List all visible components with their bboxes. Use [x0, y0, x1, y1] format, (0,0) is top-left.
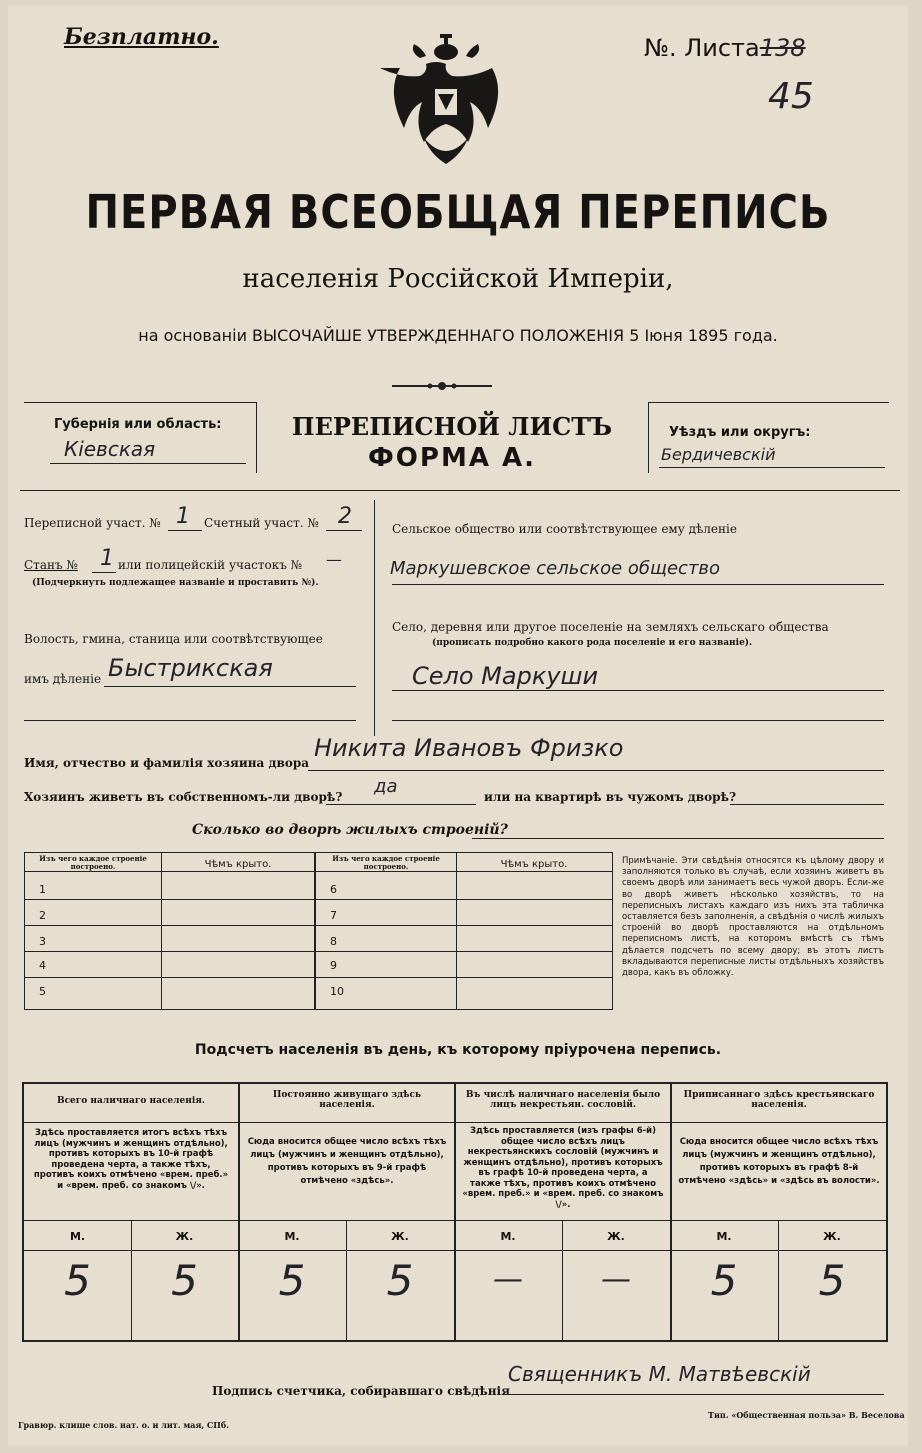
- village-note: (прописать подробно какого рода поселеніе и его названіе).: [432, 638, 753, 648]
- building-row-num: 8: [330, 935, 337, 948]
- tally-m-label: М.: [284, 1230, 300, 1243]
- tally-head-permanent: Постоянно живущаго здѣсь населенія.: [272, 1090, 422, 1110]
- tally-desc-peasant: Сюда вносится общее число всѣхъ тѣхъ лицъ (мужчинъ и женщинъ отдѣльно), противъ которыхъ въ графѣ 8-й отмѣчено «здѣсь» и «здѣсь въ волости».: [678, 1137, 880, 1186]
- buildings-col-roof: Чѣмъ крыто.: [204, 859, 272, 870]
- sheet-number-struck: 138: [759, 34, 806, 62]
- buildings-table-right: [314, 852, 613, 1010]
- tally-f-label: Ж.: [607, 1230, 625, 1243]
- district-value: Бердичевскій: [661, 445, 776, 464]
- census-district-label: Переписной участ. №: [24, 516, 161, 530]
- counting-district-label: Счетный участ. №: [204, 516, 319, 530]
- buildings-col-material: Изъ чего каждое строеніе построено.: [332, 854, 440, 871]
- stan-label: Станъ №: [24, 558, 78, 572]
- province-box: [24, 402, 257, 473]
- ornament-divider-icon: [392, 376, 492, 386]
- tally-value-nonpeasant-f: —: [601, 1262, 631, 1297]
- village-label: Село, деревня или другое поселеніе на земляхъ сельскаго общества: [392, 620, 829, 634]
- footer-left: Гравюр. клише слов. нат. о. и лит. мая, СПб.: [18, 1420, 229, 1430]
- tally-head-nonpeasant: Въ числѣ наличнаго населенія было лицъ некрестьян. сословій.: [465, 1090, 661, 1110]
- tally-title: Подсчетъ населенія въ день, къ которому пріурочена перепись.: [194, 1042, 722, 1058]
- own-yard-value: да: [374, 776, 398, 797]
- building-row-num: 5: [39, 985, 46, 998]
- volost-value: Быстрикская: [108, 654, 273, 682]
- tally-m-label: М.: [69, 1230, 86, 1243]
- police-value: —: [326, 550, 342, 569]
- form-title-line2: ФОРМА А.: [368, 443, 536, 473]
- building-row-num: 9: [330, 959, 337, 972]
- tally-desc-nonpeasant: Здѣсь проставляется (изъ графы 6-й) общее число всѣхъ лицъ некрестьянскихъ сословій (мужчинъ и женщинъ отдѣльно), противъ которыхъ въ графѣ 10-й проведена черта, а также тѣхъ, противъ коихъ отмѣчено «врем. преб.» и «врем. преб. со знакомъ \/».: [462, 1126, 664, 1210]
- subtitle: населенія Россійской Имперіи,: [242, 264, 674, 294]
- tally-f-label: Ж.: [391, 1230, 409, 1243]
- tally-table: [22, 1082, 888, 1342]
- tally-desc-total: Здѣсь проставляется итогъ всѣхъ тѣхъ лицъ (мужчинъ и женщинъ отдѣльно), противъ которыхъ въ 10-й графѣ проведена черта, а также тѣхъ, противъ коихъ отмѣчено «врем. преб.» и «врем. преб. со знакомъ \/».: [33, 1128, 229, 1191]
- building-row-num: 1: [39, 883, 46, 896]
- building-row-num: 6: [330, 883, 337, 896]
- volost-label: Волость, гмина, станица или соотвѣтствующее: [24, 632, 323, 646]
- province-value: Кіевская: [64, 437, 156, 461]
- tally-head-peasant: Приписаннаго здѣсь крестьянскаго населенія.: [683, 1090, 875, 1110]
- main-title: ПЕРВАЯ ВСЕОБЩАЯ ПЕРЕПИСЬ: [85, 186, 831, 240]
- police-label: или полицейскій участокъ №: [118, 558, 303, 572]
- province-label: Губернія или область:: [54, 417, 222, 432]
- tally-f-label: Ж.: [823, 1230, 841, 1243]
- district-box: [648, 402, 889, 473]
- double-headed-eagle-emblem-icon: [380, 28, 512, 168]
- building-row-num: 7: [330, 909, 337, 922]
- census-form: [8, 6, 908, 1446]
- tally-m-label: М.: [500, 1230, 516, 1243]
- society-value: Маркушевское сельское общество: [390, 558, 721, 579]
- basis-line: на основаніи ВЫСОЧАЙШЕ УТВЕРЖДЕННАГО ПОЛОЖЕНІЯ 5 Іюня 1895 года.: [138, 326, 778, 345]
- tally-desc-permanent: Сюда вносится общее число всѣхъ тѣхъ лицъ (мужчинъ и женщинъ отдѣльно), противъ которыхъ въ 9-й графѣ отмѣчено «здѣсь».: [247, 1137, 447, 1186]
- sheet-number-label: [644, 34, 806, 62]
- note-text: Примѣчаніе. Эти свѣдѣнія относятся къ цѣлому двору и заполняются только въ случаѣ, если хозяинъ живетъ въ своемъ дворѣ или занимаетъ весь чужой дворъ. Если-же во дворѣ живетъ нѣсколько хозяйствъ, то на переписныхъ листахъ каждаго изъ нихъ эта табличка оставляется безъ заполненія, а свѣдѣнія о числѣ жилыхъ строеній во дворѣ проставляются на отдѣльномъ переписномъ листѣ, на которомъ вмѣстѣ съ тѣмъ дѣлается подсчетъ по всему двору; въ этотъ листъ вкладываются переписные листы отдѣльныхъ хозяйствъ двора, какъ въ обложку.: [622, 856, 884, 979]
- census-district-value: 1: [176, 504, 190, 529]
- rented-label: или на квартирѣ въ чужомъ дворѣ?: [484, 790, 736, 804]
- buildings-question: Сколько во дворѣ жилыхъ строеній?: [192, 822, 508, 838]
- building-row-num: 3: [39, 935, 46, 948]
- building-row-num: 2: [39, 909, 46, 922]
- buildings-col-roof: Чѣмъ крыто.: [500, 859, 568, 870]
- tally-f-label: Ж.: [175, 1230, 194, 1243]
- stan-note: (Подчеркнуть подлежащее названіе и проставить №).: [32, 578, 319, 588]
- sheet-number-label-text: №. Листа: [644, 34, 760, 62]
- signature-value: Священникъ М. Матвѣевскій: [508, 1362, 811, 1386]
- buildings-col-material: Изъ чего каждое строеніе построено.: [39, 854, 147, 871]
- volost-label-2: имъ дѣленіе: [24, 672, 102, 686]
- owner-value: Никита Ивановъ Фризко: [314, 734, 624, 762]
- owner-label: Имя, отчество и фамилія хозяина двора: [24, 756, 309, 770]
- own-yard-label: Хозяинъ живетъ въ собственномъ-ли дворѣ?: [24, 790, 343, 804]
- form-title-box: [264, 402, 640, 473]
- village-value: Село Маркуши: [412, 662, 599, 690]
- footer-right: Тип. «Общественная польза» В. Веселова: [708, 1410, 905, 1420]
- building-row-num: 10: [330, 985, 344, 998]
- counting-district-value: 2: [338, 504, 352, 529]
- tally-value-total-f: 5: [171, 1256, 198, 1305]
- society-label: Сельское общество или соотвѣтствующее ему дѣленіе: [392, 522, 737, 536]
- form-title-line1: ПЕРЕПИСНОЙ ЛИСТЪ: [291, 412, 613, 441]
- tally-value-peasant-m: 5: [710, 1256, 738, 1305]
- tally-value-peasant-f: 5: [818, 1256, 846, 1305]
- tally-value-permanent-f: 5: [386, 1256, 414, 1305]
- buildings-table-left: [24, 852, 316, 1010]
- tally-value-nonpeasant-m: —: [493, 1262, 523, 1297]
- signature-label: Подпись счетчика, собиравшаго свѣдѣнія: [212, 1384, 510, 1398]
- sheet-number-new: 45: [768, 76, 814, 117]
- tally-m-label: М.: [716, 1230, 732, 1243]
- free-label: Безплатно.: [64, 24, 219, 50]
- tally-head-total: Всего наличнаго населенія.: [56, 1096, 206, 1106]
- stan-value: 1: [100, 546, 114, 571]
- district-label: Уѣздъ или округъ:: [669, 425, 811, 440]
- tally-value-permanent-m: 5: [278, 1256, 306, 1305]
- building-row-num: 4: [39, 959, 46, 972]
- tally-value-total-m: 5: [64, 1256, 91, 1305]
